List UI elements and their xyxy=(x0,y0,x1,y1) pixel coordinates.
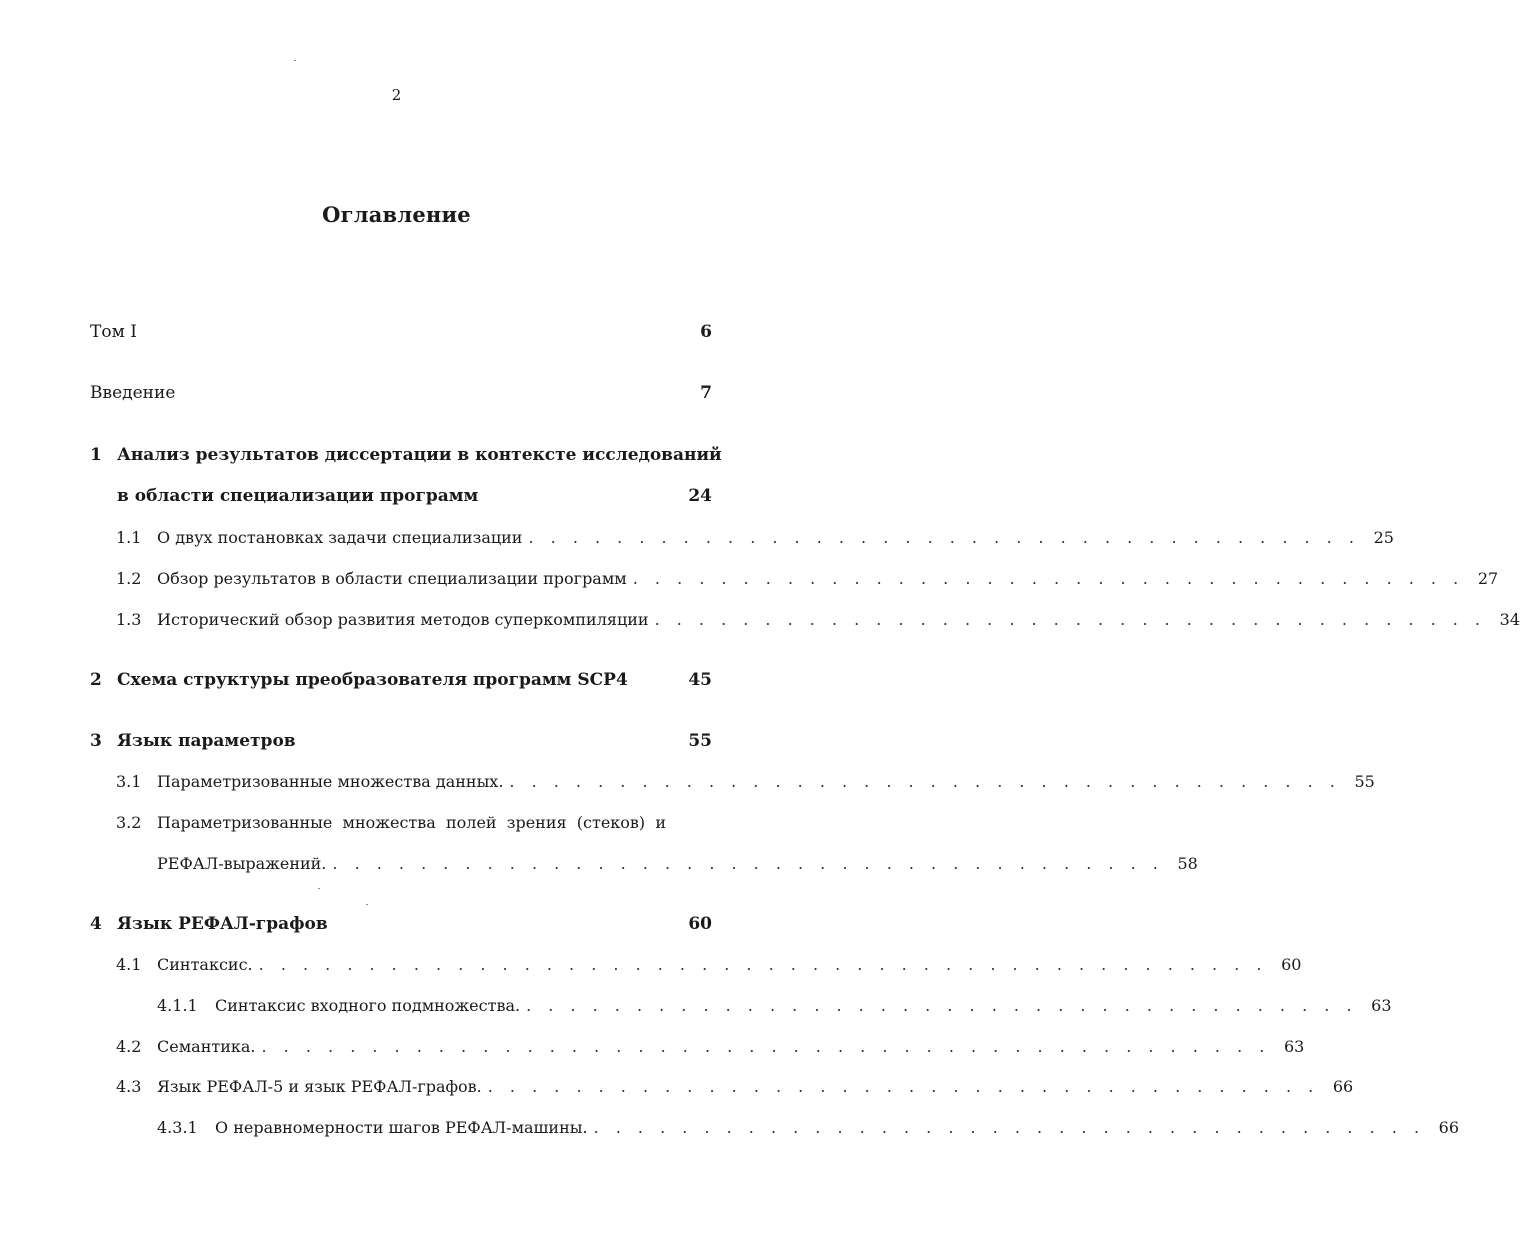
toc-page-number: 55 xyxy=(1354,772,1375,791)
toc-subsection-4-3-1[interactable]: 4.3.1 О неравномерности шагов РЕФАЛ-машины. . . . . . . . . . . . . . . . . . . . . . . . . . . . . . . . . . . . . . . 66 xyxy=(157,1118,1460,1137)
toc-entry-title: Введение xyxy=(90,383,176,403)
toc-page-number: 6 xyxy=(700,322,712,342)
scan-speck xyxy=(366,904,368,905)
toc-chapter-number: 1 xyxy=(90,445,102,465)
toc-entry-title: Синтаксис входного подмножества. xyxy=(215,996,521,1015)
scan-speck xyxy=(318,888,320,889)
toc-page-number: 45 xyxy=(688,670,712,690)
scan-speck xyxy=(294,60,296,61)
toc-entry-title: Том I xyxy=(90,322,137,342)
toc-page-number: 63 xyxy=(1371,996,1392,1015)
toc-section-3-1[interactable]: 3.1 Параметризованные множества данных. . . . . . . . . . . . . . . . . . . . . . . . . . . . . . . . . . . . . . . 55 xyxy=(116,772,1375,791)
toc-chapter-number: 2 xyxy=(90,670,102,690)
toc-page-number: 60 xyxy=(688,914,712,934)
toc-entry-title: О двух постановках задачи специализации xyxy=(157,528,523,547)
toc-section-number: 4.3 xyxy=(116,1077,142,1096)
toc-title: Оглавление xyxy=(322,202,471,227)
toc-section-3-2-cont[interactable]: РЕФАЛ-выражений. . . . . . . . . . . . . . . . . . . . . . . . . . . . . . . . . . . . . . . 58 xyxy=(157,854,1198,873)
toc-chapter-1[interactable] xyxy=(90,445,722,465)
toc-entry-title: Исторический обзор развития методов суперкомпиляции xyxy=(157,610,649,629)
toc-subsection-4-1-1[interactable]: 4.1.1 Синтаксис входного подмножества. . . . . . . . . . . . . . . . . . . . . . . . . . . . . . . . . . . . . . . 63 xyxy=(157,996,1392,1015)
toc-section-1-3[interactable]: 1.3 Исторический обзор развития методов суперкомпиляции . . . . . . . . . . . . . . . . . . . . . . . . . . . . . . . . . . . . . . 34 xyxy=(116,610,1520,629)
toc-page-number: 55 xyxy=(688,731,712,751)
toc-page-number: 27 xyxy=(1477,569,1499,588)
toc-entry-title: Язык параметров xyxy=(117,731,296,751)
toc-page-number: 7 xyxy=(700,383,712,403)
toc-section-1-2[interactable]: 1.2 Обзор результатов в области специализации программ . . . . . . . . . . . . . . . . . . . . . . . . . . . . . . . . . . . . . . 27 xyxy=(116,569,1499,588)
toc-section-3-2[interactable] xyxy=(90,813,712,832)
toc-section-4-3[interactable]: 4.3 Язык РЕФАЛ-5 и язык РЕФАЛ-графов. . . . . . . . . . . . . . . . . . . . . . . . . . . . . . . . . . . . . . . 66 xyxy=(116,1077,1354,1096)
toc-page-number: 58 xyxy=(1177,854,1198,873)
toc-entry-title: Язык РЕФАЛ-графов xyxy=(117,914,328,934)
toc-chapter-3[interactable] xyxy=(90,731,712,751)
toc-section-number: 3.1 xyxy=(116,772,142,791)
toc-entry-title: Параметризованные множества полей зрения (стеков) и xyxy=(157,813,666,832)
toc-entry-title: Анализ результатов диссертации в контексте исследований xyxy=(117,445,722,465)
page-number: 2 xyxy=(391,86,402,104)
toc-chapter-2[interactable] xyxy=(90,670,712,690)
toc-chapter-4[interactable] xyxy=(90,914,712,934)
toc-page-number: 25 xyxy=(1373,528,1394,547)
toc-chapter-1-cont[interactable] xyxy=(90,486,712,506)
toc-page-number: 60 xyxy=(1281,955,1302,974)
toc-entry-title: Синтаксис. xyxy=(157,955,253,974)
toc-subsection-number: 4.3.1 xyxy=(157,1118,198,1137)
toc-page-number: 63 xyxy=(1283,1037,1305,1056)
toc-entry-title: Обзор результатов в области специализации программ xyxy=(157,569,627,588)
toc-section-number: 3.2 xyxy=(116,813,142,832)
toc-entry-title: в области специализации программ xyxy=(117,486,479,506)
toc-entry-title: Язык РЕФАЛ-5 и язык РЕФАЛ-графов. xyxy=(157,1077,482,1096)
toc-section-number: 1.1 xyxy=(116,528,142,547)
toc-entry-title: О неравномерности шагов РЕФАЛ-машины. xyxy=(215,1118,588,1137)
toc-section-number: 4.1 xyxy=(116,955,142,974)
toc-section-4-1[interactable]: 4.1 Синтаксис. . . . . . . . . . . . . . . . . . . . . . . . . . . . . . . . . . . . . . . . . . . . . . . 60 xyxy=(116,955,1302,974)
toc-intro[interactable] xyxy=(90,383,712,403)
toc-chapter-number: 4 xyxy=(90,914,102,934)
toc-page-number: 24 xyxy=(688,486,712,506)
toc-entry-title: РЕФАЛ-выражений. xyxy=(157,854,327,873)
toc-page-number: 66 xyxy=(1438,1118,1460,1137)
toc-entry-title: Параметризованные множества данных. xyxy=(157,772,504,791)
toc-page-number: 34 xyxy=(1499,610,1520,629)
toc-section-number: 1.3 xyxy=(116,610,142,629)
toc-page-number: 66 xyxy=(1332,1077,1354,1096)
toc-volume[interactable] xyxy=(90,322,712,342)
toc-subsection-number: 4.1.1 xyxy=(157,996,198,1015)
toc-section-number: 4.2 xyxy=(116,1037,142,1056)
toc-section-number: 1.2 xyxy=(116,569,142,588)
toc-section-4-2[interactable]: 4.2 Семантика. . . . . . . . . . . . . . . . . . . . . . . . . . . . . . . . . . . . . . . . . . . . . . . 63 xyxy=(116,1037,1305,1056)
toc-entry-title: Схема структуры преобразователя программ SCP4 xyxy=(117,670,628,690)
toc-chapter-number: 3 xyxy=(90,731,102,751)
toc-section-1-1[interactable]: 1.1 О двух постановках задачи специализации . . . . . . . . . . . . . . . . . . . . . . . . . . . . . . . . . . . . . . 25 xyxy=(116,528,1394,547)
toc-entry-title: Семантика. xyxy=(157,1037,256,1056)
